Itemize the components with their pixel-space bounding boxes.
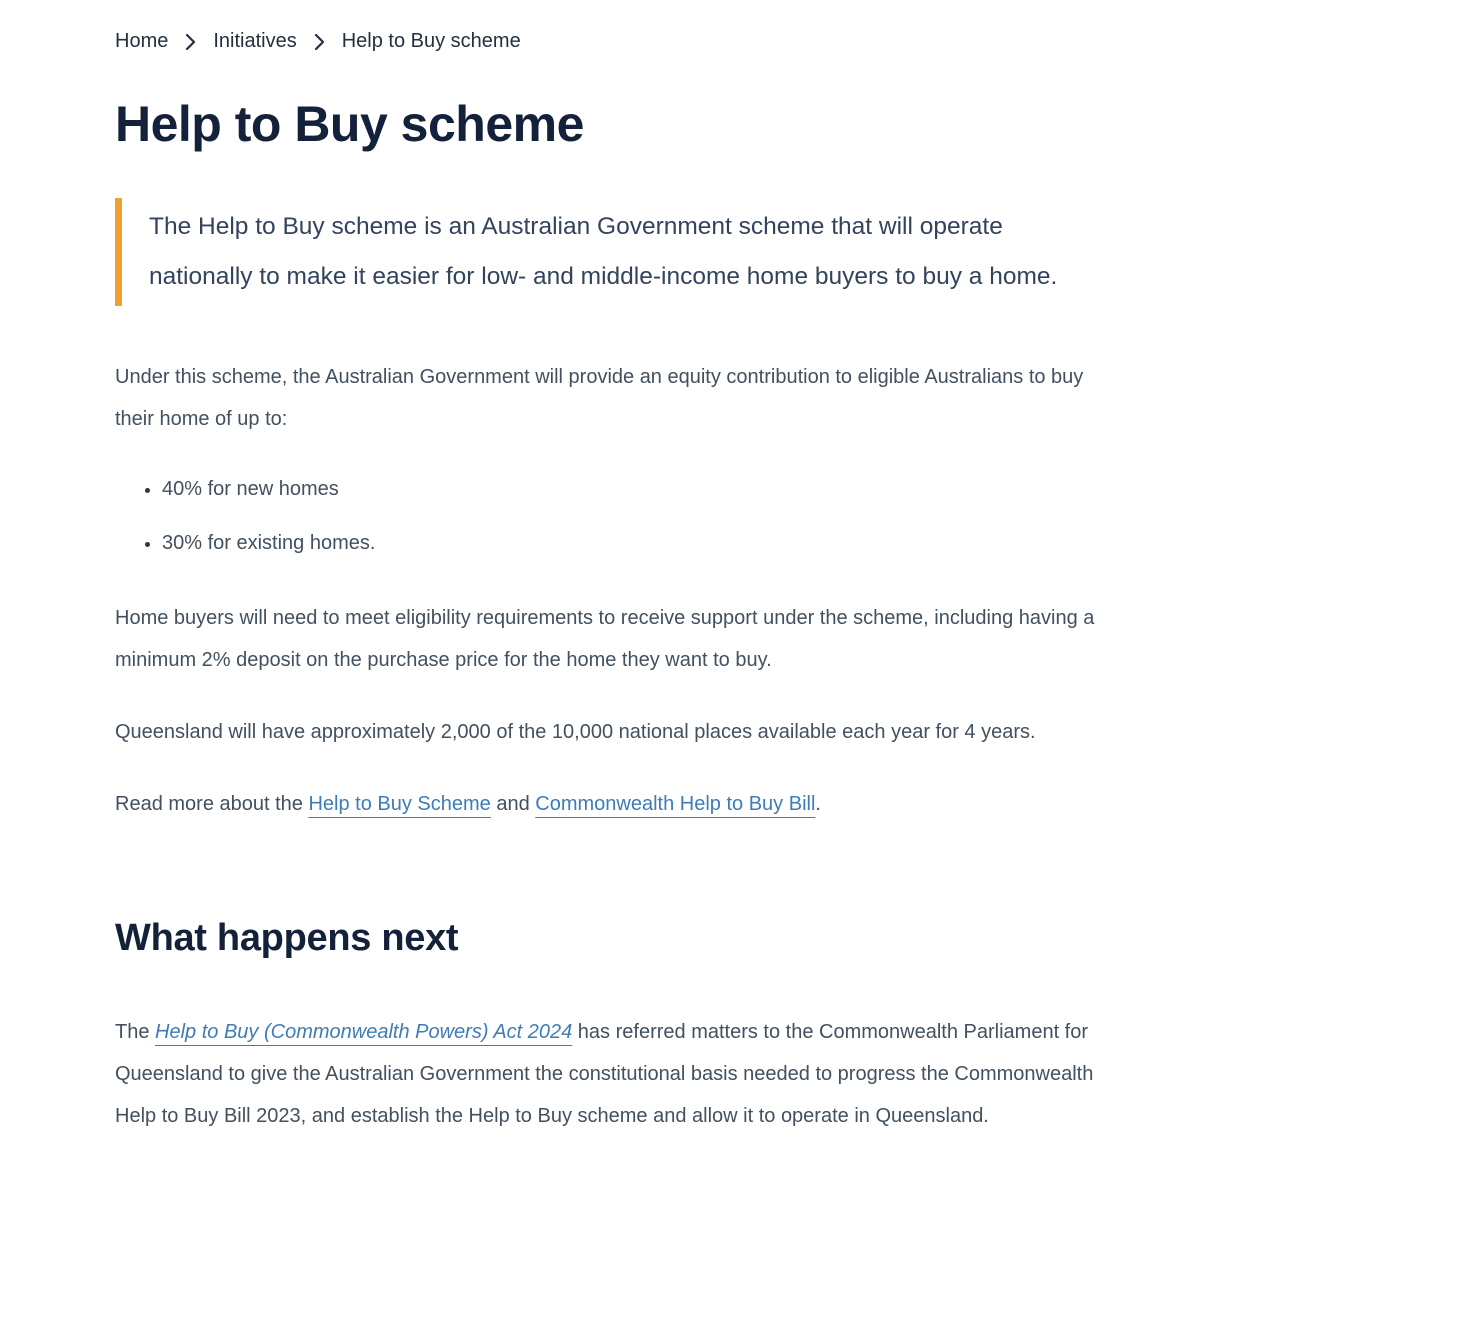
breadcrumb xyxy=(115,30,1100,53)
paragraph-eligibility: Home buyers will need to meet eligibility requirements to receive support under the scheme, including having a minimum 2% deposit on the purchase price for the home they want to buy. xyxy=(115,607,1095,672)
read-more-middle: and xyxy=(490,793,536,816)
paragraph-what-happens-next xyxy=(115,1011,1100,1137)
whn-prefix: The xyxy=(115,1021,156,1044)
paragraph-places: Queensland will have approximately 2,000 of the 10,000 national places available each year for 4 years. xyxy=(115,721,1036,744)
list-item-new-homes: • 40% for new homes xyxy=(162,476,1100,503)
paragraph-equity-contribution: Under this scheme, the Australian Government will provide an equity contribution to eligible Australians to buy their home of up to: xyxy=(115,366,1084,431)
commonwealth-powers-act-link[interactable]: Help to Buy (Commonwealth Powers) Act 2024 xyxy=(155,1021,573,1044)
breadcrumb-link-initiatives[interactable]: Initiatives xyxy=(213,30,297,52)
list-item-existing-homes: • 30% for existing homes. xyxy=(162,530,1100,557)
read-more-prefix: Read more about the xyxy=(115,793,309,816)
section-heading-what-happens-next: What happens next xyxy=(115,917,459,960)
page-title: Help to Buy scheme xyxy=(115,96,584,152)
chevron-right-icon xyxy=(184,32,197,52)
chevron-right-icon xyxy=(313,32,326,52)
intro-callout-text: The Help to Buy scheme is an Australian Government scheme that will operate nationally to make it easier for low- and middle-income home buyers to buy a home. xyxy=(149,213,1058,291)
intro-callout xyxy=(115,198,1100,306)
whn-suffix: has referred matters to the Commonwealth Parliament for Queensland to give the Australian Government the constitutional basis needed to progress the Commonwealth Help to Buy Bill 2023, and establish the Help to Buy scheme and allow it to operate in Queensland. xyxy=(115,1021,1094,1128)
breadcrumb-current-page: Help to Buy scheme xyxy=(341,30,521,52)
read-more-suffix: . xyxy=(815,793,821,816)
commonwealth-help-to-buy-bill-link[interactable]: Commonwealth Help to Buy Bill xyxy=(535,793,816,816)
paragraph-read-more xyxy=(115,783,1100,825)
help-to-buy-scheme-link[interactable]: Help to Buy Scheme xyxy=(308,793,491,816)
equity-percentages-list xyxy=(115,476,1100,557)
breadcrumb-link-home[interactable]: Home xyxy=(115,30,169,52)
